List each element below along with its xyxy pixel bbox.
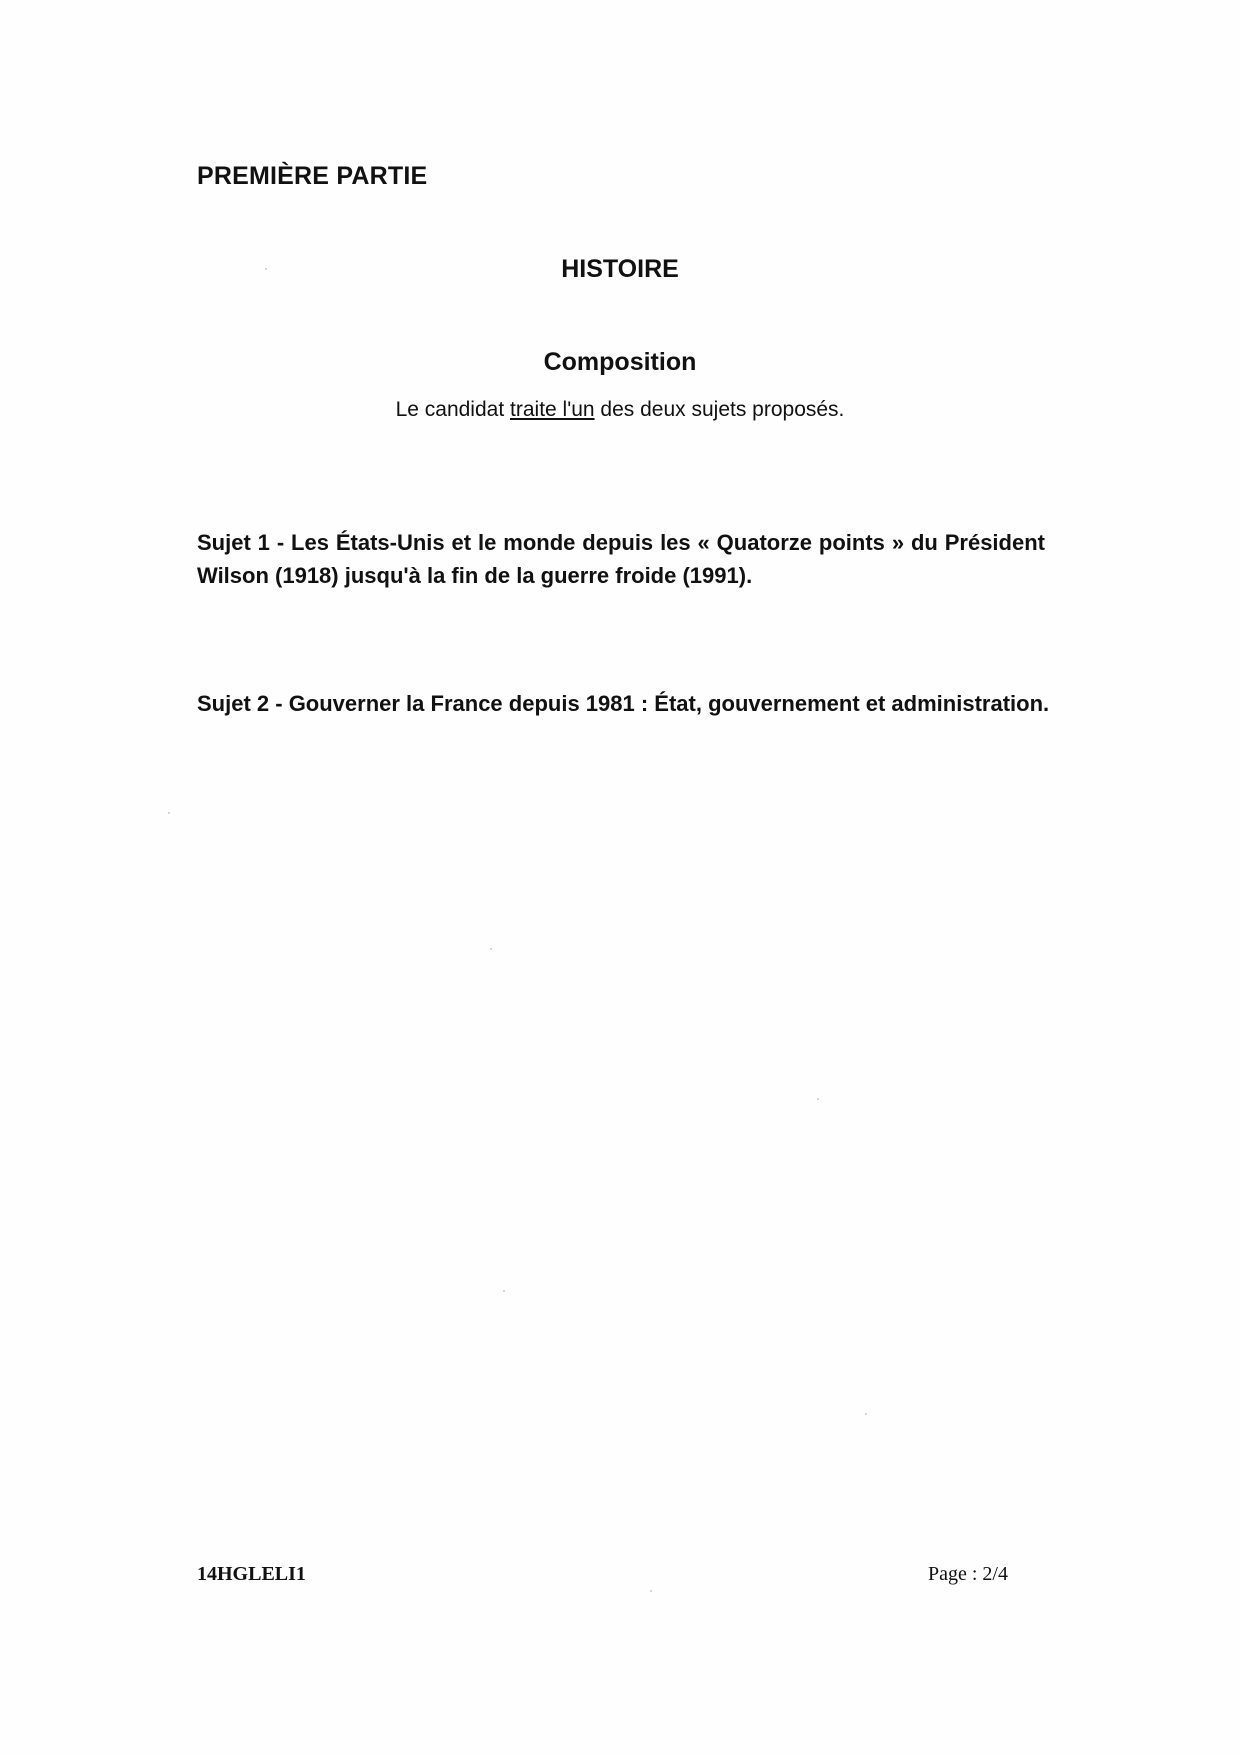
document-code: 14HGLELI1 <box>197 1563 306 1585</box>
scan-speck <box>817 1098 819 1100</box>
scan-speck <box>650 1590 652 1592</box>
scan-speck <box>490 948 492 950</box>
part-heading: PREMIÈRE PARTIE <box>197 162 428 190</box>
scan-speck <box>265 268 267 270</box>
instruction-after: des deux sujets proposés. <box>594 398 845 421</box>
subject-1-label: Sujet 1 <box>197 530 270 555</box>
scan-speck <box>503 1290 505 1292</box>
section-title: HISTOIRE <box>561 255 679 283</box>
instruction-text <box>0 398 1240 422</box>
page-number: Page : 2/4 <box>928 1563 1008 1585</box>
subject-1-text: - Les États-Unis et le monde depuis les « Quatorze points » du Président Wilson (1918) jusqu'à la fin de la guerre froide (1991). <box>197 530 1045 588</box>
instruction-underlined: traite l'un <box>510 398 595 421</box>
subject-2-label: Sujet 2 <box>197 691 270 716</box>
subject-1 <box>197 526 1045 592</box>
subject-2-text: - Gouverner la France depuis 1981 : État, gouvernement et administration. <box>269 691 1050 716</box>
subject-2 <box>197 687 1077 720</box>
scan-speck <box>168 812 170 814</box>
section-subtitle: Composition <box>543 348 697 376</box>
scan-speck <box>865 1413 867 1415</box>
instruction-before: Le candidat <box>395 398 511 421</box>
